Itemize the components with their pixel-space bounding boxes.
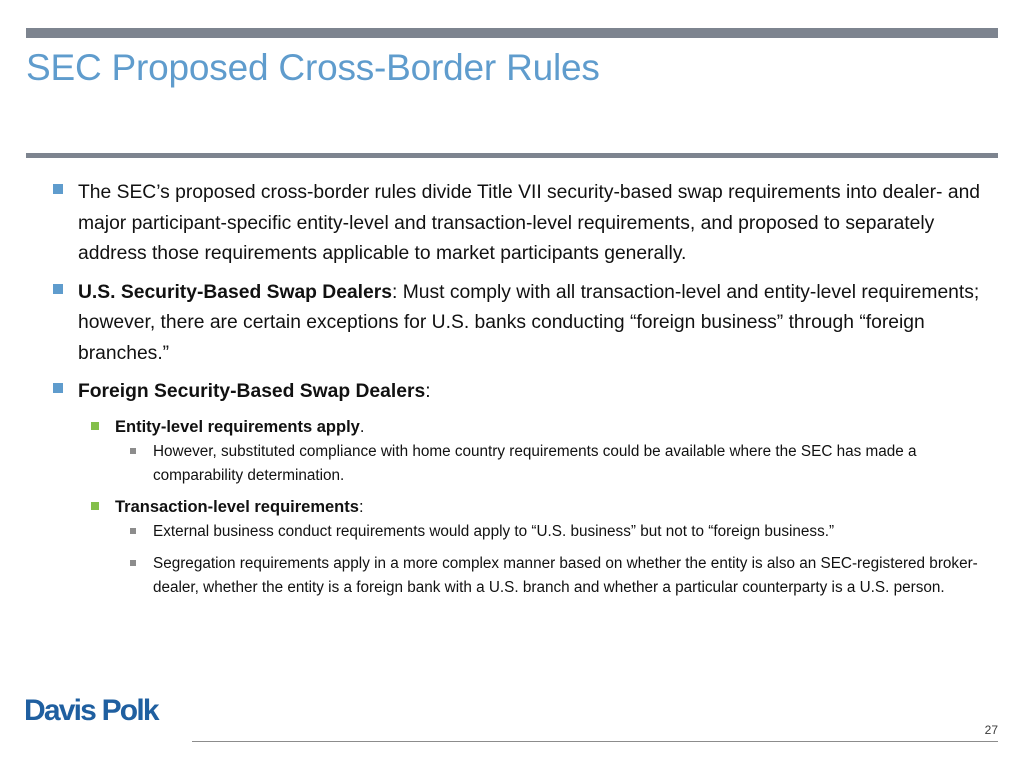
- sub-sub-bullet-item: [127, 552, 982, 600]
- sub-sub-bullet-text: Segregation requirements apply in a more complex manner based on whether the entity is also an SEC-registered broker-dealer, whether the entity is a foreign bank with a U.S. branch and whether a particular counterparty is a U.S. person.: [153, 554, 978, 596]
- footer-divider: [192, 741, 998, 742]
- bullet-text: :: [425, 381, 431, 402]
- bullet-item: [52, 278, 982, 370]
- top-header-bar: [26, 28, 998, 38]
- sub-sub-bullet-text: External business conduct requirements would apply to “U.S. business” but not to “foreign business.”: [153, 522, 835, 540]
- bullet-bold-heading: Foreign Security-Based Swap Dealers: [78, 381, 426, 402]
- sub-sub-bullet-item: [127, 440, 982, 488]
- sub-bullet-text: .: [359, 417, 365, 436]
- sub-bullet-item: [89, 495, 982, 519]
- sub-bullet-text: :: [358, 497, 364, 516]
- square-bullet-icon: [130, 528, 136, 534]
- square-bullet-icon: [91, 422, 99, 430]
- bullet-text: The SEC’s proposed cross-border rules divide Title VII security-based swap requirements into dealer- and major participant-specific entity-level and transaction-level requirements, and proposed to separately address those requirements applicable to market participants generally.: [78, 182, 981, 264]
- title-divider: [26, 153, 998, 158]
- davis-polk-logo: Davis Polk: [24, 694, 158, 727]
- square-bullet-icon: [130, 560, 136, 566]
- bullet-item: [52, 178, 982, 270]
- square-bullet-icon: [91, 502, 99, 510]
- square-bullet-icon: [130, 448, 136, 454]
- square-bullet-icon: [53, 383, 63, 393]
- square-bullet-icon: [53, 284, 63, 294]
- sub-sub-bullet-text: However, substituted compliance with home country requirements could be available where the SEC has made a comparability determination.: [153, 442, 917, 484]
- sub-bullet-bold-heading: Transaction-level requirements: [115, 497, 359, 516]
- square-bullet-icon: [53, 184, 63, 194]
- sub-bullet-item: [89, 415, 982, 439]
- sub-bullet-bold-heading: Entity-level requirements apply: [115, 417, 360, 436]
- slide-content: [52, 178, 982, 608]
- sub-sub-bullet-item: [127, 520, 982, 544]
- page-number: 27: [984, 723, 998, 737]
- bullet-bold-heading: U.S. Security-Based Swap Dealers: [78, 281, 392, 303]
- slide-title: SEC Proposed Cross-Border Rules: [26, 47, 600, 88]
- bullet-item: [52, 377, 982, 408]
- bullet-text: : Must comply with all transaction-level and entity-level requirements; however, there are certain exceptions for U.S. banks conducting “foreign business” through “foreign branches.”: [78, 281, 980, 364]
